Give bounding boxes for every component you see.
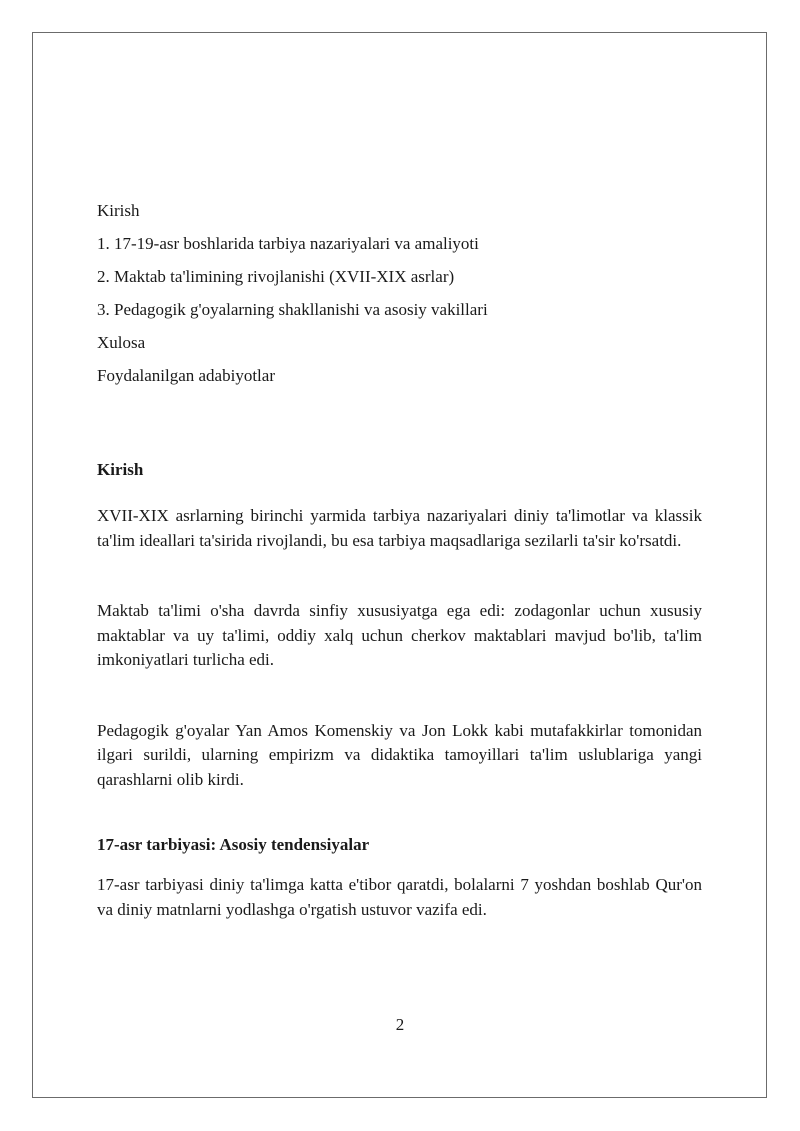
intro-heading: Kirish — [97, 460, 144, 479]
intro-paragraph-2: Maktab ta'limi o'sha davrda sinfiy xususiyatga ega edi: zodagonlar uchun xususiy maktablar va uy ta'limi, oddiy xalq uchun cherkov maktablari mavjud bo'lib, ta'lim imkoniyatlari turlicha edi. — [97, 601, 702, 669]
table-of-contents — [97, 200, 702, 387]
intro-paragraph-3: Pedagogik g'oyalar Yan Amos Komenskiy va Jon Lokk kabi mutafakkirlar tomonidan ilgari surildi, ularning empirizm va didaktika tamoyillari ta'lim uslublariga yangi qarashlarni olib kirdi. — [97, 720, 702, 789]
intro-paragraph-1: XVII-XIX asrlarning birinchi yarmida tarbiya nazariyalari diniy ta'limotlar va klassik ta'lim ideallari ta'sirida rivojlandi, bu esa tarbiya maqsadlariga sezilarli ta'sir ko'rsatdi. — [97, 506, 702, 550]
toc-item-2: 2. Maktab ta'limining rivojlanishi (XVII-XIX asrlar) — [97, 267, 455, 286]
section-heading: 17-asr tarbiyasi: Asosiy tendensiyalar — [97, 835, 370, 854]
section-paragraph: 17-asr tarbiyasi diniy ta'limga katta e'tibor qaratdi, bolalarni 7 yoshdan boshlab Qur'on va diniy matnlarni yodlashga o'rgatish ustuvor vazifa edi. — [97, 875, 702, 919]
toc-item-3: 3. Pedagogik g'oyalarning shakllanishi va asosiy vakillari — [97, 300, 488, 319]
page-number: 2 — [395, 1015, 405, 1034]
toc-item-conclusion: Xulosa — [97, 333, 146, 352]
toc-item-intro: Kirish — [97, 201, 140, 220]
toc-item-references: Foydalanilgan adabiyotlar — [97, 366, 275, 385]
document-body — [97, 200, 702, 922]
toc-item-1: 1. 17-19-asr boshlarida tarbiya nazariyalari va amaliyoti — [97, 234, 479, 253]
